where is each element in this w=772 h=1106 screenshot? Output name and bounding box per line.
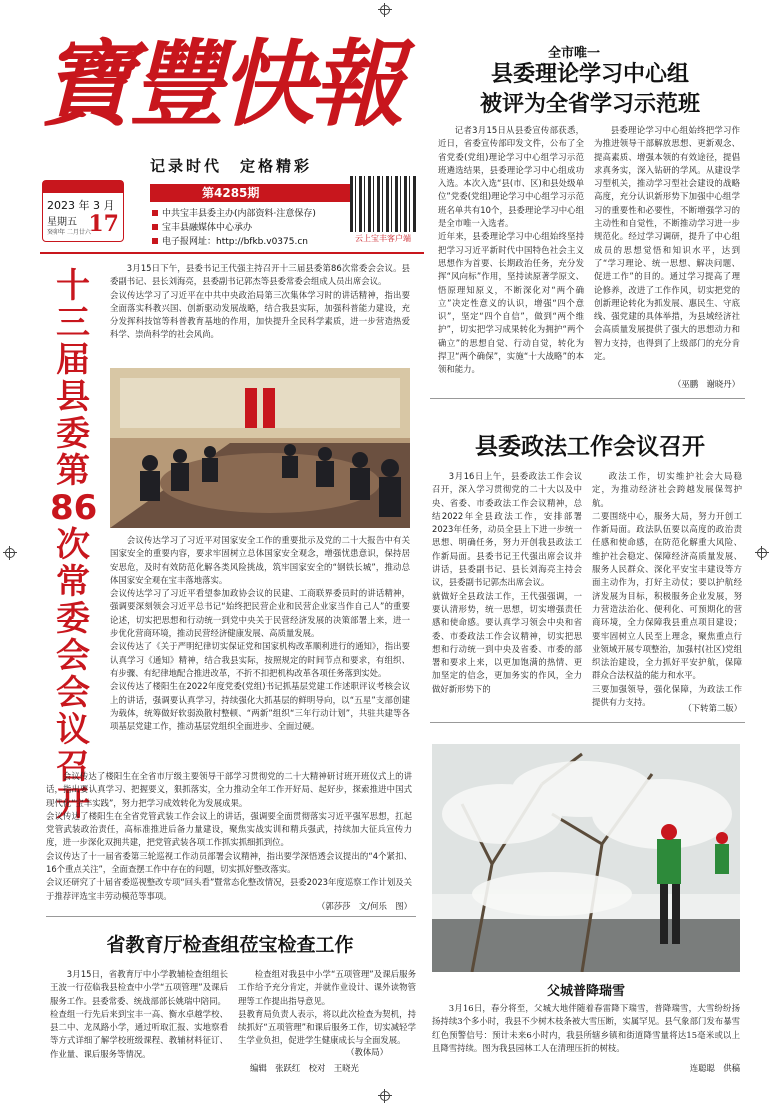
story4-col1: 3月15日，省教育厅中小学教辅检查组组长王波一行莅临我县检查中小学“五项管理”及课后服务工作。县委常委、统战部部长姚瑞中陪同。 检查组一行先后来到宝丰一高、衡水卓越学校、县二中、龙凤路小学，通过听取汇报、实地察看等方式详细了解学校班级课程、教辅材料征订、作业量、课后服务等情况。 (50, 969, 228, 1059)
snow-photo (432, 744, 740, 972)
registration-mark-icon (755, 546, 769, 560)
story2-byline: （郭莎莎 文/何乐 图） (317, 901, 412, 911)
calendar-weekday: 星期五 (47, 217, 77, 228)
story1-title: 县委理论学习中心组 被评为全省学习示范班 (479, 62, 700, 117)
story2-body-cont: 会议传达了楼阳生在全省市厅级主要领导干部学习贯彻党的二十大精神研讨班开班仪式上的讲话，指出要认真学习、把握要义，狠抓落实，全力推动全年工作开好局、起好步，探索推进中国式现代化“宝丰实践”，努力把学习成效转化为发展成果。 会议传达了楼阳生在全省党管武装工作会议上的讲话，强调要全面贯彻落实习近平强军思想，扛起党管武装政治责任，高标准推进后备力量建设，聚焦实战实训和精兵强武，持续加大征兵宣传力度，进一步深化双拥共建，把党管武装各项工作抓实抓细抓到位。 会议传达了十一届省委第三轮巡视工作动员部署会议精神，指出要学深悟透会议提出的“4个紧扣、16个重点关注”，全面查摆工作中存在的问题，切实抓好整改落实。 会议还研究了十届省委巡视整改专项“回头看”暨常态化整改情况，县委2023年度巡察工作计划及关于推荐评选宝丰劳动模范等事项。 (46, 771, 412, 901)
calendar-box (42, 180, 124, 242)
story1-kicker: 全市唯一 (548, 46, 601, 61)
registration-mark-icon (378, 1089, 392, 1103)
calendar-day: 17 (88, 211, 119, 237)
divider (430, 398, 745, 399)
registration-mark-icon (3, 546, 17, 560)
editor-credits: 编辑 张跃红 校对 王晓光 (250, 1063, 359, 1073)
meeting-photo (110, 368, 410, 528)
website-line[interactable]: 电子报网址：http://bfkb.v0375.cn (152, 234, 308, 247)
story2-body: 会议传达学习了习近平对国家安全工作的重要批示及党的二十大报告中有关国家安全的重要内容，要求牢固树立总体国家安全观念，增强忧患意识，保持居安思危，及时有效防范化解各类风险挑战，筑牢国家安全的“钢铁长城”，推动总体国家安全观在宝丰落地落实。 会议传达学习了习近平看望参加政协会议的民建、工商联界委员时的讲话精神，强调要深刻领会习近平总书记“始终把民营企业和民营企业家当作自己人”的重要论述，切实把思想和行动统一到党中央关于民营经济发展的决策部署上来，进一步优化营商环境，推动民营经济健康发展、高质量发展。 会议传达了《关于严明纪律切实保证党和国家机构改革顺利进行的通知》，指出要认真学习《通知》精神，结合我县实际，按照规定的时间节点和要求，有组织、有步骤、有纪律地配合推进改革，不折不扣把机构改革各项任务落到实处。 会议传达了楼阳生在2022年度党委(党组)书记抓基层党建工作述职评议考核会议上的讲话，强调要认真学习，持续强化大抓基层的鲜明导向，以“五星”支部创建为载体，统筹做好软弱涣散村整顿、“两新”组织“三年行动计划”，共驻共建等各项基层党建工作，推动基层党组织全面进步、全面过硬。 (110, 535, 410, 732)
masthead-logo: 寶豐快報 (40, 30, 401, 140)
story4-col2: 检查组对我县中小学“五项管理”及课后服务工作给予充分肯定，并就作业设计、课外读物管理等工作提出指导意见。 县教育局负责人表示，将以此次检查为契机，持续抓好“五项管理”和课后服务工作，切实减轻学生学业负担，促进学生健康成长与全面发展。 (238, 969, 416, 1046)
issue-number: 第4285期 (150, 184, 350, 202)
publisher-line: 中共宝丰县委主办(内部资料·注意保存) (152, 206, 316, 219)
calendar-lunar: 癸卯年 二月廿六 (47, 229, 91, 236)
story3-title: 县委政法工作会议召开 (475, 434, 705, 460)
story3-col2: 政法工作，切实维护社会大局稳定，为推动经济社会跨越发展保驾护航。 二要围绕中心，服务大局，努力开创工作新局面。政法队伍要以高度的政治责任感和使命感，在防范化解重大风险、维护社会稳定、保障经济高质量发展、服务人民群众、深化平安宝丰建设等方面主动作为，打好主动仗；要以护航经济发展为目标，积极服务企业发展，努力营造法治化、便利化、可预期化的营商环境，全力保障我县重点项目建设；要牢固树立人民至上理念，聚焦重点行业领域开展专项整治，加强村(社区)党组织法治建设，全力抓好平安护航，保障群众合法权益的能力和水平。 三要加强领导，强化保障，为政法工作提供有力支持。 (592, 471, 742, 708)
story3-byline: （下转第二版） (683, 703, 742, 713)
header-rule (40, 252, 424, 254)
story1-col1: 记者3月15日从县委宣传部获悉，近日，省委宣传部印发文件，公布了全省党委(党组)理论学习中心组学习示范班遴选结果，县委理论学习中心组成功入选。本次入选“县(市、区)和县处级单位”党委(党组)理论学习中心组学习示范班名单共有10个，县委理论学习中心组是全市唯一入选者。 近年来，县委理论学习中心组始终坚持把学习习近平新时代中国特色社会主义思想作为首要、长期政治任务，充分发挥“风向标”作用，坚持读原著学原文、悟原理知原义，不断深化对“两个确立”决定性意义的认识，增强“四个意识”，坚定“四个自信”，做到“两个维护”，切实把学习成果转化为拥护“两个确立”的思想自觉、行动自觉，转化为捍卫“两个确保”，实施“十大战略”的本领和能力。 (438, 125, 584, 375)
qr-caption: 云上宝丰客户端 (355, 234, 411, 243)
divider (430, 722, 745, 723)
masthead-slogan: 记录时代 定格精彩 (150, 157, 313, 175)
photo-story-byline: 连聪聪 供稿 (689, 1063, 740, 1073)
photo-story-text: 3月16日，春分将至，父城大地伴随着春雷降下瑞雪，普降瑞雪，大雪纷纷扬扬持续3个多小时，我县不少树木枝条被大雪压断，实属罕见。县气象部门发布暴雪红色预警信号：预计未来6小时内，我县所辖乡镇和街道降雪量将达15毫米或以上且降雪持续。图为我县园林工人在清理压折的树枝。 (432, 1003, 740, 1053)
photo-story-caption: 父城普降瑞雪 (546, 984, 625, 999)
divider (46, 916, 416, 917)
story4-title: 省教育厅检查组莅宝检查工作 (106, 934, 354, 956)
story1-byline: （巫鹏 谢晓丹） (673, 379, 740, 389)
organizer-line: 宝丰县融媒体中心承办 (152, 220, 252, 233)
story1-col2: 县委理论学习中心组始终把学习作为推进领导干部解放思想、更新观念、提高素质、增强本领的有效途径，提倡求真务实，深入钻研的学风。从建设学习型机关，推动学习型社会建设的战略高度，充分认识新形势下加强中心组学习的重要性和必要性，不断增强学习的主动性和自觉性，不断推动学习进一步规范化。经过学习调研，提升了中心组成员的思想觉悟和知识水平，达到了“学习理论、统一思想、解决问题、促进工作”的目的。通过学习提高了理论修养，改进了工作作风，切实把党的创新理论转化为抓发展、惠民生、守底线、强党建的具体举措，为县域经济社会高质量发展提供了强大的思想动力和智力支持，也得到了上级部门的充分肯定。 (594, 125, 740, 362)
calendar-year-month: 2023 年 3 月 (47, 199, 115, 212)
qr-code-icon (350, 176, 416, 232)
story4-byline: （教体局） (346, 1047, 388, 1057)
story2-intro: 3月15日下午，县委书记王代强主持召开十三届县委第86次常委会会议。县委副书记、县长刘海亮，县委副书记郭杰等县委常委会组成人员出席会议。 会议传达学习了习近平在中共中央政治局第三次集体学习时的讲话精神，指出要全面落实科教兴国、创新驱动发展战略，结合我县实际，加强科普能力建设，充分发挥科技馆等科普教育基地的作用，加快提升全民科学素质，进一步营造热爱科学、崇尚科学的社会风尚。 (110, 263, 410, 340)
registration-mark-icon (378, 3, 392, 17)
story2-title: 十三届县委第86次常委会会议召开 (50, 266, 98, 824)
story3-col1: 3月16日上午，县委政法工作会议召开，深入学习贯彻党的二十大以及中央、省委、市委政法工作会议精神，总结2022年全县政法工作，安排部署2023年任务，动员全县上下进一步统一思想、明确任务，努力开创我县政法工作新局面。县委书记王代强出席会议并讲话，县委副书记、县长刘海亮主持会议，县委副书记郭杰出席会议。 就做好全县政法工作，王代强强调，一要认清形势，统一思想，切实增强责任感和使命感。要认真学习领会中央和省委、市委政法工作会议精神，切实把思想和行动统一到中央及省委、市委的部署和要求上来，以更加饱满的热情、更加坚定的信念，更加务实的作风，全力做好新形势下的 (432, 471, 582, 694)
